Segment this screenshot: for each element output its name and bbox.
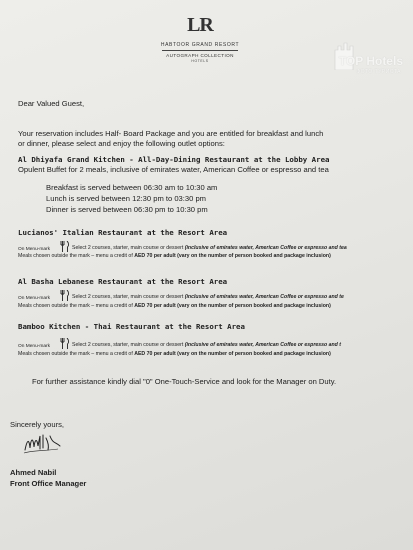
course-selection-text: Select 2 courses, starter, main course or dessert <box>72 342 184 348</box>
breakfast-hours: Breakfast is served between 06:30 am to 10:30 am <box>46 183 218 192</box>
course-selection-text: Select 2 courses, starter, main course or dessert <box>72 245 184 251</box>
outlet-heading-al-dhiyafa: Al Dhiyafa Grand Kitchen - All-Day-Dining Restaurant at the Lobby Area <box>18 155 330 164</box>
salutation: Dear Valued Guest, <box>18 99 85 108</box>
fork-knife-icon <box>60 290 70 301</box>
handwritten-signature <box>22 432 64 456</box>
tophotels-watermark <box>333 36 403 76</box>
menu-mark-label: On Menu-mark <box>18 296 50 301</box>
course-selection-line <box>72 343 341 349</box>
logo-collection: AUTOGRAPH COLLECTION <box>166 53 234 58</box>
outlet-heading-bamboo: Bamboo Kitchen - Thai Restaurant at the Resort Area <box>18 322 245 331</box>
fork-knife-icon <box>60 338 70 349</box>
outlet-heading-lucianos: Lucianos' Italian Restaurant at the Resort Area <box>18 228 228 237</box>
intro-line-2: or dinner, please select and enjoy the following outlet options: <box>18 139 225 148</box>
menu-mark-label: On Menu-mark <box>18 247 50 252</box>
signer-name: Ahmed Nabil <box>10 468 57 477</box>
menu-mark-label: On Menu-mark <box>18 344 50 349</box>
fork-knife-icon <box>60 241 70 252</box>
logo-hotel-name: HABTOOR GRAND RESORT <box>160 42 240 48</box>
credit-text: Meals chosen outside the mark – menu a credit of <box>18 253 133 259</box>
credit-line <box>18 352 331 358</box>
logo-collection-sub: HOTELS <box>191 59 209 63</box>
closing: Sincerely yours, <box>10 420 65 429</box>
inclusions-text: (inclusive of emirates water, American Coffee or espresso and t <box>184 342 342 348</box>
logo-mark: LR <box>187 14 213 36</box>
outlet-heading-al-basha: Al Basha Lebanese Restaurant at the Resort Area <box>18 277 228 286</box>
lunch-hours: Lunch is served between 12:30 pm to 03:30 pm <box>46 194 206 203</box>
logo-divider <box>162 50 238 51</box>
credit-line <box>18 254 331 260</box>
inclusions-text: (inclusive of emirates water, American Coffee or espresso and tea <box>184 245 347 251</box>
credit-amount: AED 70 per adult (vary on the number of person booked and package inclusion) <box>134 351 331 357</box>
credit-amount: AED 70 per adult (vary on the number of person booked and package inclusion) <box>134 253 331 259</box>
course-selection-line <box>72 246 347 252</box>
signer-title: Front Office Manager <box>10 479 87 488</box>
hotel-logo <box>150 14 250 63</box>
watermark-text: TOP Hotels <box>338 54 403 68</box>
credit-text: Meals chosen outside the mark – menu a credit of <box>18 351 133 357</box>
credit-line <box>18 304 331 310</box>
course-selection-line <box>72 295 344 301</box>
assistance-note: For further assistance kindly dial "0" One-Touch-Service and look for the Manager on Duty. <box>32 377 337 386</box>
outlet-desc-al-dhiyafa: Opulent Buffet for 2 meals, inclusive of emirates water, American Coffee or espresso and tea <box>18 165 329 174</box>
course-selection-text: Select 2 courses, starter, main course or dessert <box>72 294 184 300</box>
credit-amount: AED 70 per adult (vary on the number of person booked and package inclusion) <box>134 303 331 309</box>
watermark-subtext: ФОТО ТУРИСТА <box>356 69 401 75</box>
credit-text: Meals chosen outside the mark – menu a credit of <box>18 303 133 309</box>
inclusions-text: (inclusive of emirates water, American Coffee or espresso and te <box>184 294 344 300</box>
intro-line-1: Your reservation includes Half- Board Package and you are entitled for breakfast and lunch <box>18 129 324 138</box>
dinner-hours: Dinner is served between 06:30 pm to 10:30 pm <box>46 205 208 214</box>
